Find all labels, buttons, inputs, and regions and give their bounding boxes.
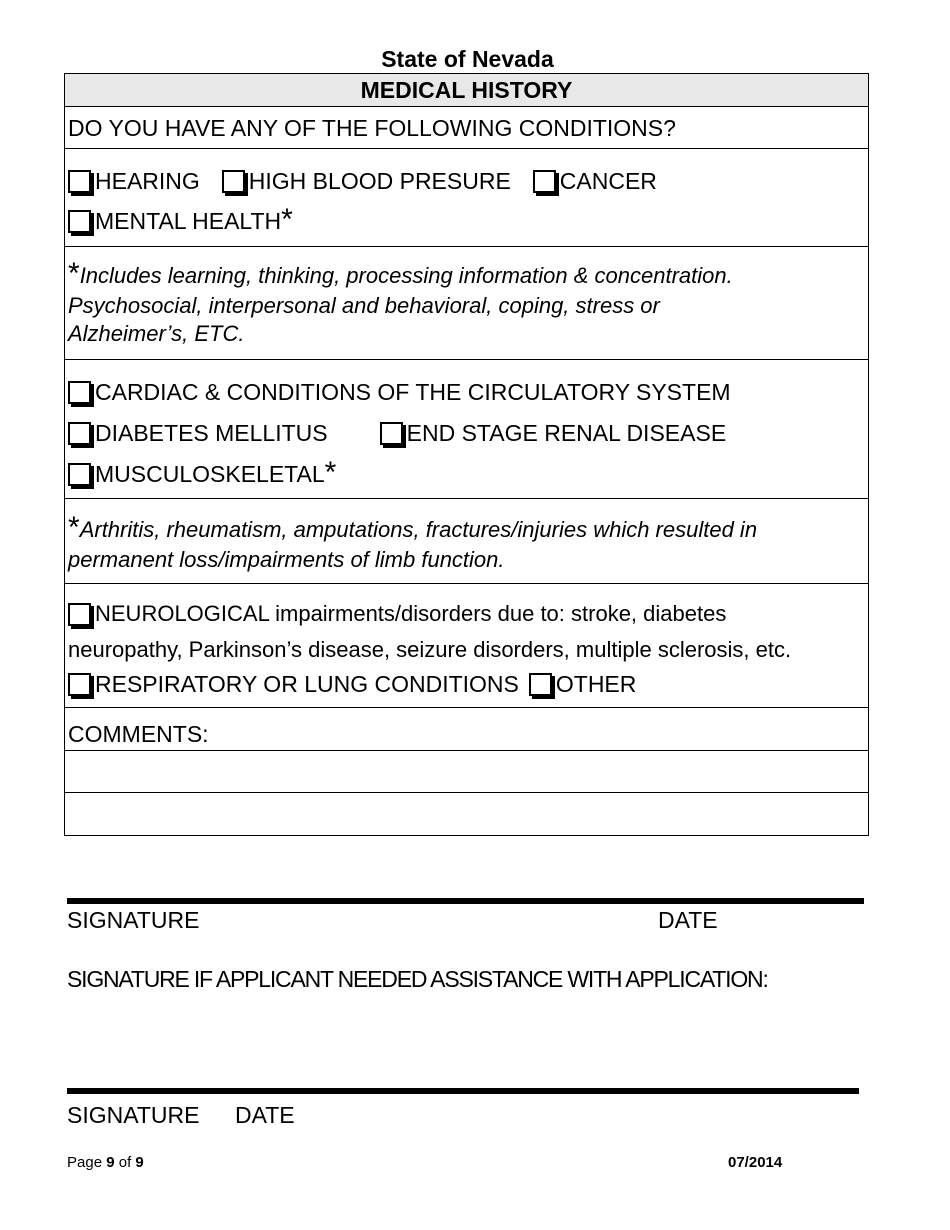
checkbox-other[interactable] — [529, 669, 637, 699]
of-word: of — [118, 1154, 132, 1171]
mental-health-note — [65, 247, 868, 360]
checkbox-label: OTHER — [555, 671, 637, 697]
checkbox-mental-health[interactable] — [68, 203, 293, 236]
asterisk: * — [68, 511, 80, 544]
checkbox-cancer[interactable] — [533, 166, 657, 196]
note-line: Includes learning, thinking, processing information & concentration. — [79, 263, 733, 288]
checkbox-musculoskeletal[interactable] — [68, 456, 337, 489]
checkbox-cardiac[interactable] — [68, 377, 731, 407]
checkbox-respiratory[interactable] — [68, 669, 519, 699]
note-line: Psychosocial, interpersonal and behavioral, coping, stress or — [68, 293, 660, 318]
assistance-signature-label: SIGNATURE IF APPLICANT NEEDED ASSISTANCE WITH APPLICATION: — [67, 966, 768, 992]
asterisk: * — [324, 456, 337, 489]
comments-line-2[interactable] — [65, 793, 868, 835]
checkbox-icon[interactable] — [68, 210, 91, 233]
revision-date — [728, 1154, 782, 1171]
checkbox-high-blood-pressure[interactable] — [222, 166, 511, 196]
page-number — [67, 1154, 144, 1171]
checkbox-icon[interactable] — [68, 422, 91, 445]
medical-history-table — [64, 73, 869, 836]
assistance-signature-line[interactable] — [67, 1088, 859, 1094]
checkbox-label: CARDIAC & CONDITIONS OF THE CIRCULATORY SYSTEM — [95, 379, 731, 405]
checkbox-icon[interactable] — [68, 603, 91, 626]
note-line: permanent loss/impairments of limb function. — [68, 547, 505, 572]
checkbox-neurological[interactable] — [68, 598, 726, 629]
checkbox-icon[interactable] — [68, 673, 91, 696]
checkbox-label: NEUROLOGICAL impairments/disorders due to: stroke, diabetes — [95, 601, 727, 626]
page-current: 9 — [106, 1154, 115, 1171]
revision-date-text: 07/2014 — [728, 1154, 783, 1171]
page-total: 9 — [135, 1154, 144, 1171]
note-line: Alzheimer’s, ETC. — [68, 321, 245, 346]
checkbox-label: DIABETES MELLITUS — [95, 420, 328, 446]
assistance-signature-label-2: SIGNATURE — [67, 1102, 200, 1128]
checkbox-icon[interactable] — [529, 673, 552, 696]
checkbox-icon[interactable] — [68, 463, 91, 486]
conditions-group-2 — [65, 360, 868, 499]
asterisk: * — [68, 257, 80, 290]
checkbox-icon[interactable] — [380, 422, 403, 445]
date-label: DATE — [658, 907, 718, 933]
asterisk: * — [281, 203, 293, 236]
checkbox-label: END STAGE RENAL DISEASE — [406, 420, 727, 446]
checkbox-label: HEARING — [95, 168, 200, 194]
checkbox-diabetes[interactable] — [68, 418, 328, 448]
checkbox-label: CANCER — [559, 168, 657, 194]
checkbox-icon[interactable] — [222, 170, 245, 193]
comments-label: COMMENTS: — [65, 708, 868, 751]
conditions-group-1 — [65, 149, 868, 247]
checkbox-label: MENTAL HEALTH — [95, 208, 282, 234]
neurological-detail: neuropathy, Parkinson’s disease, seizure disorders, multiple sclerosis, etc. — [68, 637, 792, 662]
checkbox-icon[interactable] — [533, 170, 556, 193]
checkbox-label: HIGH BLOOD PRESURE — [248, 168, 511, 194]
assistance-date-label: DATE — [235, 1102, 295, 1128]
checkbox-icon[interactable] — [68, 170, 91, 193]
checkbox-label: MUSCULOSKELETAL — [95, 461, 325, 487]
conditions-question: DO YOU HAVE ANY OF THE FOLLOWING CONDITIONS? — [65, 107, 868, 149]
checkbox-renal[interactable] — [380, 418, 727, 448]
checkbox-icon[interactable] — [68, 381, 91, 404]
checkbox-label: RESPIRATORY OR LUNG CONDITIONS — [95, 671, 519, 697]
state-title: State of Nevada — [381, 46, 554, 72]
checkbox-hearing[interactable] — [68, 166, 200, 196]
note-line: Arthritis, rheumatism, amputations, fractures/injuries which resulted in — [79, 517, 758, 542]
page-word: Page — [67, 1154, 103, 1171]
comments-line-1[interactable] — [65, 751, 868, 793]
signature-line[interactable] — [67, 898, 864, 904]
section-header: MEDICAL HISTORY — [65, 74, 868, 107]
signature-label: SIGNATURE — [67, 907, 200, 933]
conditions-group-3 — [65, 584, 868, 708]
musculoskeletal-note — [65, 499, 868, 584]
